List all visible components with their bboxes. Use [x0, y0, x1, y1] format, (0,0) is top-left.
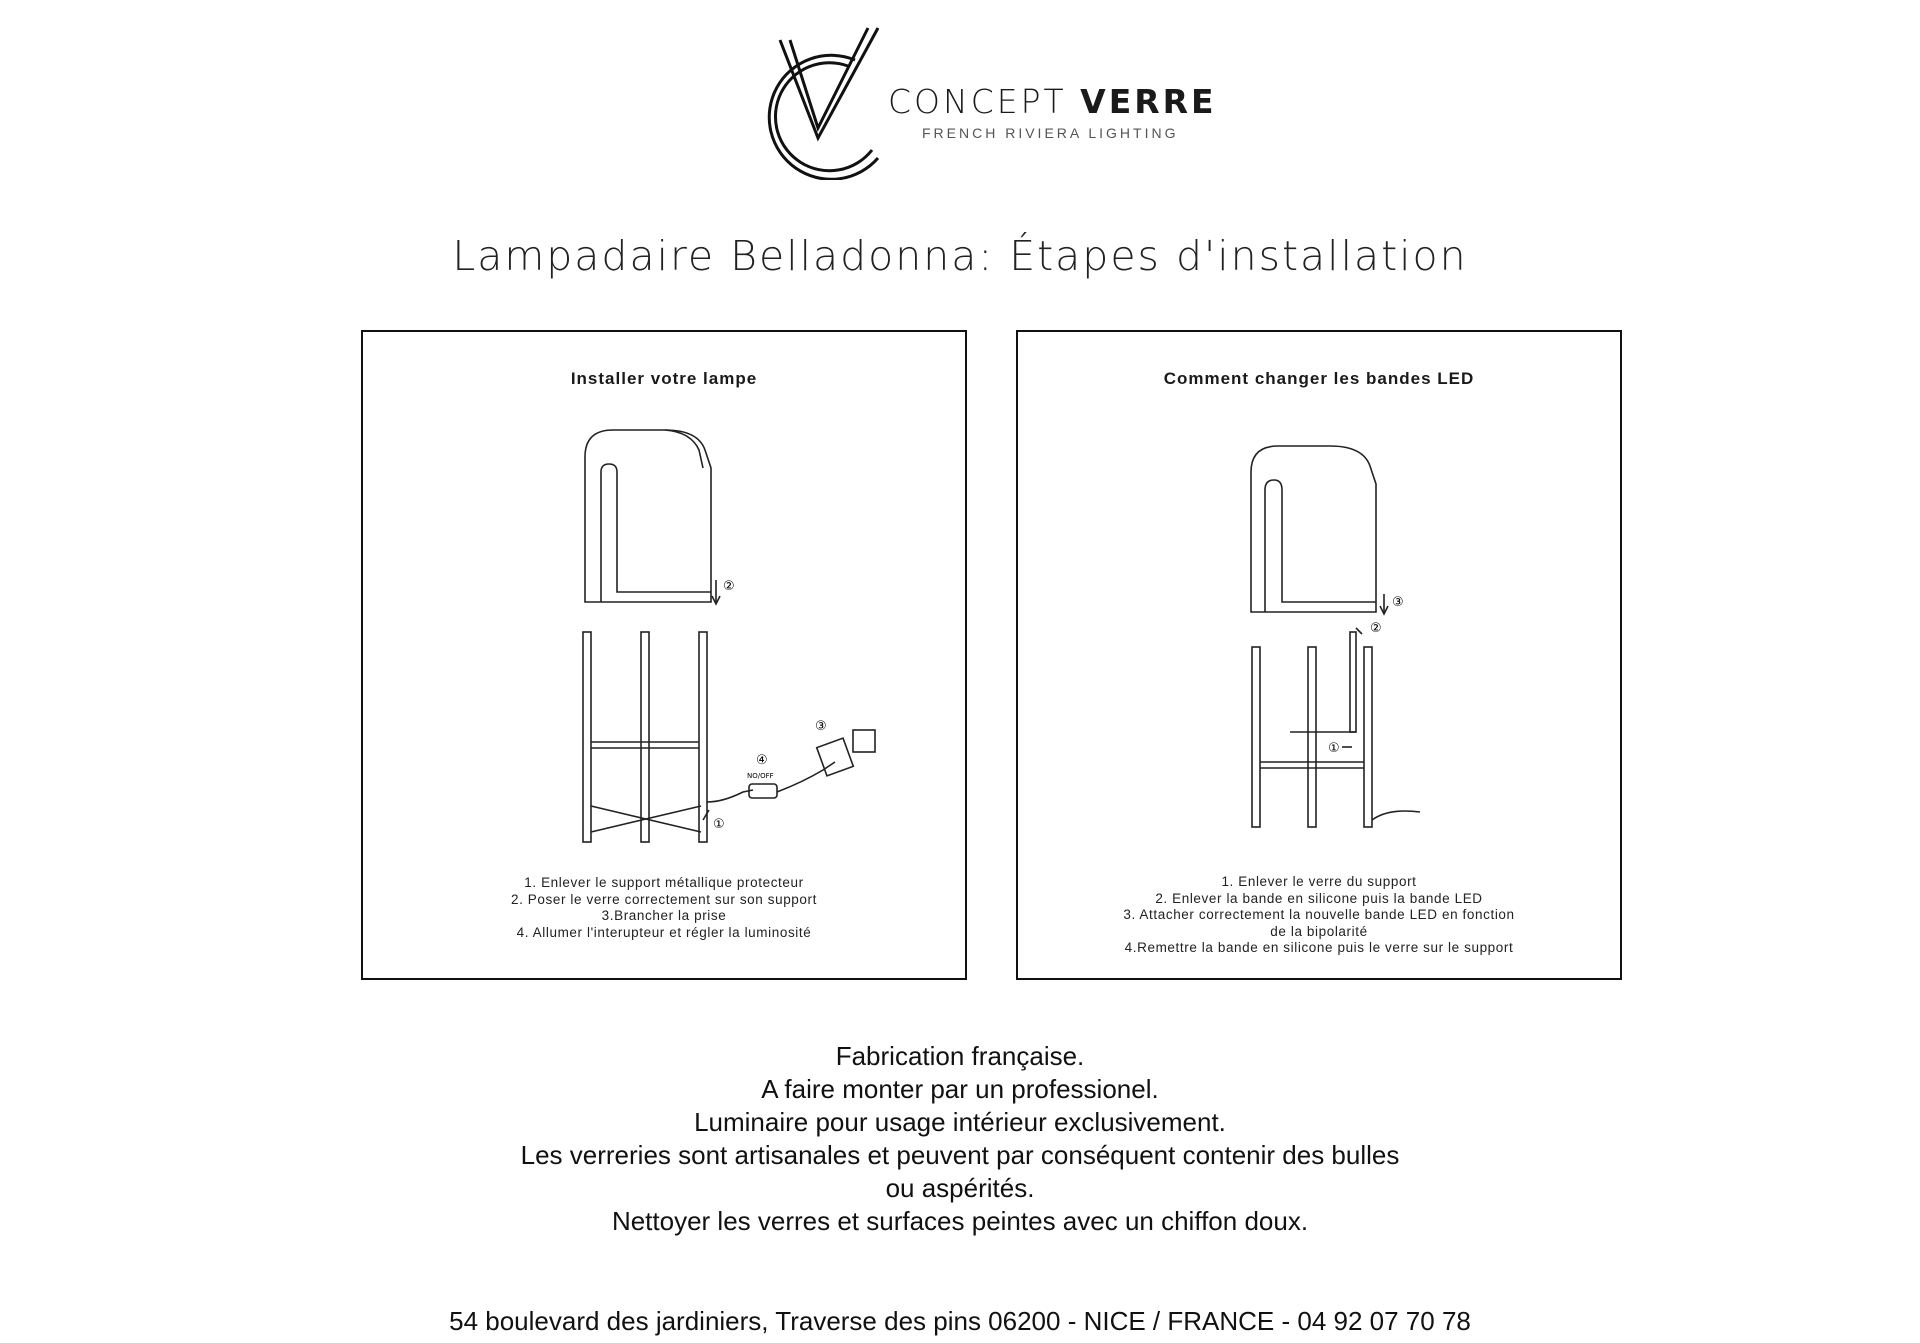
callout-1: ①: [1328, 741, 1340, 756]
callout-3: ③: [815, 719, 827, 734]
panel-title: Comment changer les bandes LED: [1163, 369, 1475, 388]
tagline: FRENCH RIVIERA LIGHTING: [922, 125, 1179, 141]
callout-1: ①: [713, 817, 725, 832]
panel-title: Installer votre lampe: [570, 369, 758, 388]
brand-part-2: VERRE: [1080, 82, 1217, 121]
callout-4: ④: [756, 753, 768, 768]
logo: [760, 20, 1220, 180]
step-line: de la bipolarité: [1270, 923, 1368, 939]
step-line: 1. Enlever le verre du support: [1221, 874, 1417, 889]
product-notes: [0, 1040, 1920, 1238]
led-steps: [1018, 874, 1620, 957]
callout-3: ③: [1392, 595, 1404, 610]
note-line: Luminaire pour usage intérieur exclusivement.: [694, 1107, 1226, 1137]
callout-2: ②: [1370, 621, 1382, 636]
step-line: 4. Allumer l'interupteur et régler la luminosité: [516, 924, 812, 940]
note-line: ou aspérités.: [885, 1173, 1035, 1203]
switch-label: NO/OFF: [747, 772, 774, 780]
callout-2: ②: [723, 579, 735, 594]
cv-monogram-icon: [760, 20, 890, 180]
company-address: 54 boulevard des jardiniers, Traverse des pins 06200 - NICE / FRANCE - 04 92 07 70 78: [449, 1306, 1471, 1336]
install-illustration: [363, 332, 969, 852]
note-line: Les verreries sont artisanales et peuvent par conséquent contenir des bulles: [520, 1140, 1400, 1170]
step-line: 1. Enlever le support métallique protecteur: [524, 875, 804, 890]
step-line: 3.Brancher la prise: [601, 908, 727, 923]
step-line: 3. Attacher correctement la nouvelle bande LED en fonction: [1123, 907, 1515, 922]
step-line: 2. Poser le verre correctement sur son support: [511, 891, 817, 907]
note-line: A faire monter par un professionel.: [761, 1074, 1159, 1104]
install-panel: [361, 330, 967, 980]
note-line: Nettoyer les verres et surfaces peintes avec un chiffon doux.: [611, 1206, 1309, 1236]
brand-name: [888, 82, 1217, 121]
brand-part-1: CONCEPT: [888, 82, 1067, 121]
install-steps: [363, 875, 965, 941]
step-line: 4.Remettre la bande en silicone puis le verre sur le support: [1124, 940, 1514, 955]
note-line: Fabrication française.: [835, 1041, 1085, 1071]
page-title: Lampadaire Belladonna: Étapes d'installation: [452, 232, 1468, 280]
step-line: 2. Enlever la bande en silicone puis la bande LED: [1155, 890, 1483, 906]
led-illustration: [1018, 332, 1624, 852]
led-panel: [1016, 330, 1622, 980]
